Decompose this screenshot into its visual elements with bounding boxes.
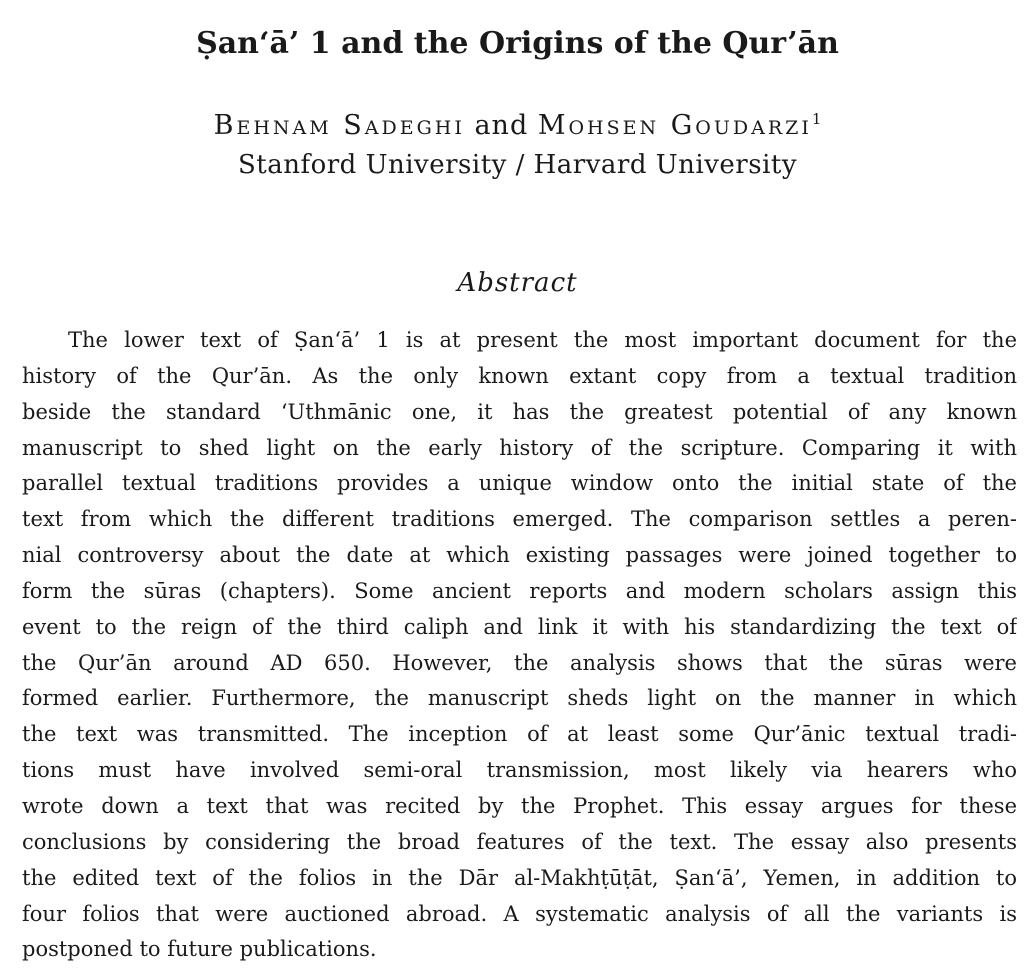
abstract-line: parallel textual traditions provides a unique window onto the initial state of the: [22, 471, 1017, 496]
author-line: [0, 108, 1035, 144]
abstract-line: beside the standard ‘Uthmānic one, it has the greatest potential of any known: [22, 399, 1017, 424]
abstract-heading: Abstract: [457, 268, 578, 298]
abstract-line: tions must have involved semi-oral transmission, most likely via hearers who: [22, 758, 1017, 783]
author-name-2: Mohsen Goudarzi: [537, 110, 812, 141]
abstract-line: history of the Qur’ān. As the only known extant copy from a textual tradition: [22, 363, 1017, 388]
author-conjunction: and: [474, 110, 529, 141]
abstract-line: formed earlier. Furthermore, the manuscript sheds light on the manner in which: [22, 686, 1017, 711]
abstract-line: conclusions by considering the broad features of the text. The essay also presents: [22, 829, 1017, 854]
abstract-line: four folios that were auctioned abroad. A systematic analysis of all the variants is: [22, 901, 1017, 926]
author-name-1: Behnam Sadeghi: [213, 110, 465, 141]
abstract-line: The lower text of Ṣan‘ā’ 1 is at present the most important document for the: [68, 328, 1017, 352]
footnote-marker[interactable]: 1: [811, 110, 822, 128]
abstract-line: the Qur’ān around AD 650. However, the analysis shows that the sūras were: [22, 650, 1017, 675]
abstract-line: the edited text of the folios in the Dār al-Makhṭūṭāt, Ṣan‘ā’, Yemen, in addition to: [22, 865, 1017, 890]
abstract-line: the text was transmitted. The inception of at least some Qur’ānic textual tradi-: [22, 722, 1017, 747]
abstract-line: form the sūras (chapters). Some ancient reports and modern scholars assign this: [22, 578, 1017, 603]
abstract-line: text from which the different traditions emerged. The comparison settles a peren-: [22, 507, 1017, 532]
paper-title: Ṣan‘ā’ 1 and the Origins of the Qur’ān: [196, 26, 839, 61]
abstract-paragraph: [22, 323, 1017, 968]
abstract-line: wrote down a text that was recited by the Prophet. This essay argues for these: [22, 793, 1017, 818]
author-affiliation: Stanford University / Harvard University: [237, 150, 798, 180]
abstract-line: manuscript to shed light on the early history of the scripture. Comparing it with: [22, 435, 1017, 460]
abstract-line: postponed to future publications.: [22, 937, 377, 962]
abstract-line: event to the reign of the third caliph and link it with his standardizing the text of: [22, 614, 1017, 639]
abstract-line: nial controversy about the date at which existing passages were joined together to: [22, 543, 1017, 568]
